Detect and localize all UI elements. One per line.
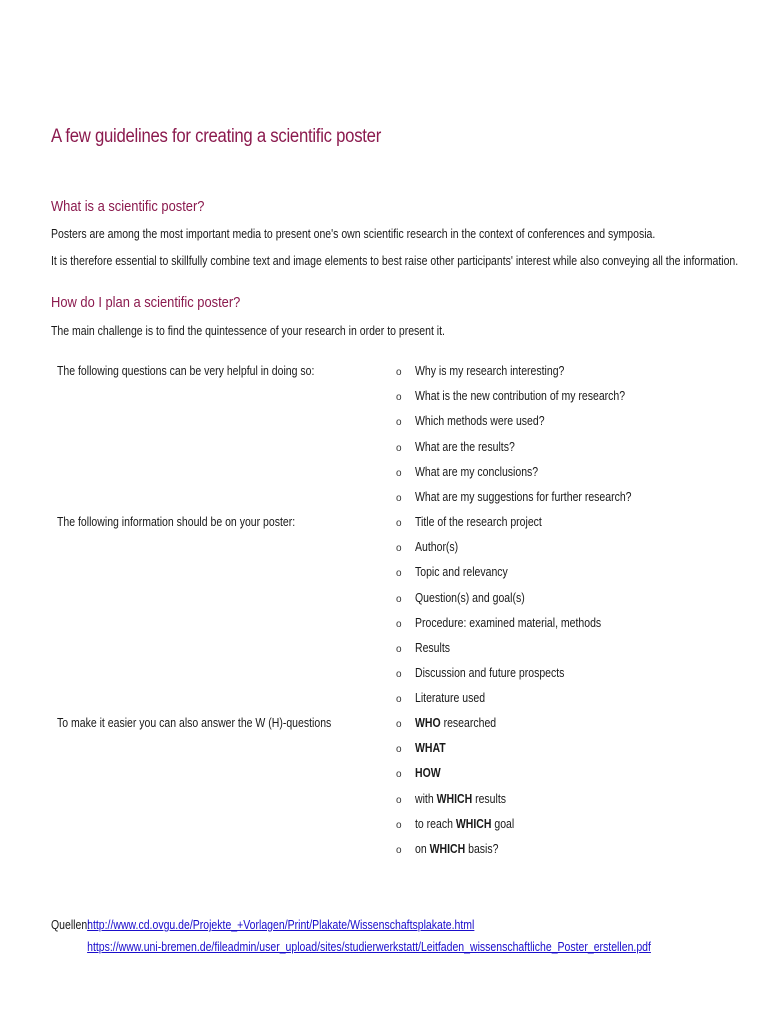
list-item — [396, 641, 637, 666]
list-item-text: Why is my research interesting? — [415, 364, 565, 378]
list-item-text: What is the new contribution of my research? — [415, 389, 626, 404]
bullet-list-questions — [396, 364, 673, 515]
list-item — [396, 490, 673, 515]
list-item-text: Literature used — [415, 691, 486, 706]
sources-block — [51, 918, 765, 962]
list-item-text — [415, 741, 446, 755]
text-post: results — [472, 791, 507, 806]
list-item — [396, 440, 673, 465]
list-item — [396, 741, 533, 766]
list-item-text: What are my conclusions? — [415, 464, 539, 479]
intro-text: The main challenge is to find the quintessence of your research in order to present it. — [51, 324, 445, 338]
bullet-icon: o — [396, 442, 402, 454]
keyword: WHO — [415, 716, 441, 730]
bullet-icon: o — [396, 719, 402, 730]
bullet-icon: o — [396, 593, 402, 605]
source-link-ovgu[interactable]: http://www.cd.ovgu.de/Projekte_+Vorlagen/Print/Plakate/Wissenschaftsplakate.html — [87, 918, 475, 932]
bullet-icon: o — [396, 392, 402, 404]
bullet-icon: o — [396, 568, 402, 580]
section-heading-what-is: What is a scientific poster? — [51, 198, 205, 215]
section-heading-how-to-plan: How do I plan a scientific poster? — [51, 294, 241, 311]
text-pre: with — [415, 791, 437, 806]
text-post: basis? — [465, 841, 499, 856]
bullet-icon: o — [396, 417, 402, 429]
list-item-text: Question(s) and goal(s) — [415, 590, 525, 605]
list-item — [396, 716, 533, 741]
list-item — [396, 766, 533, 791]
sources-label: Quellen: — [51, 918, 91, 932]
document-title: A few guidelines for creating a scientific poster — [51, 126, 382, 147]
bullet-icon: o — [396, 769, 402, 781]
list-item-text: Author(s) — [415, 540, 459, 555]
paragraph-line: It is therefore essential to skillfully combine text and image elements to best raise other participants' interest while also conveying all the information. — [51, 254, 739, 268]
keyword: WHICH — [436, 791, 473, 806]
text-pre: on — [415, 841, 430, 856]
bullet-icon: o — [396, 618, 402, 630]
list-item-text — [415, 817, 514, 831]
list-item-text: What are my suggestions for further research? — [415, 489, 632, 504]
list-item-text: Discussion and future prospects — [415, 666, 565, 681]
keyword: WHICH — [429, 841, 466, 856]
list-item — [396, 817, 533, 842]
bullet-list-w-questions — [396, 716, 533, 867]
group-label-questions: The following questions can be very helpful in doing so: — [57, 364, 315, 378]
list-item — [396, 414, 673, 439]
list-item-text: Procedure: examined material, methods — [415, 615, 602, 630]
list-item — [396, 565, 637, 590]
keyword: WHAT — [415, 741, 446, 756]
bullet-icon: o — [396, 669, 402, 681]
list-item-text: Which methods were used? — [415, 414, 545, 429]
list-item — [396, 591, 637, 616]
list-item — [396, 792, 533, 817]
list-item-text — [415, 792, 506, 806]
list-item — [396, 540, 637, 565]
list-item — [396, 465, 673, 490]
bullet-icon: o — [396, 844, 402, 856]
paragraph-line: Posters are among the most important media to present one's own scientific research in the context of conferences and symposia. — [51, 227, 656, 241]
list-item-text: What are the results? — [415, 439, 515, 454]
source-link-uni-bremen[interactable]: https://www.uni-bremen.de/fileadmin/user_upload/sites/studierwerkstatt/Leitfaden_wissenschaftliche_Poster_erstellen.pdf — [87, 940, 651, 954]
text-post: goal — [491, 816, 515, 831]
sources-row — [51, 940, 651, 962]
list-item — [396, 389, 673, 414]
bullet-icon: o — [396, 467, 402, 479]
bullet-list-poster-content — [396, 515, 637, 717]
bullet-icon: o — [396, 694, 402, 706]
keyword: WHICH — [455, 816, 492, 831]
list-item-text: Results — [415, 640, 451, 655]
list-item — [396, 666, 637, 691]
list-item — [396, 616, 637, 641]
bullet-icon: o — [396, 744, 402, 756]
text-pre: to reach — [415, 816, 456, 831]
list-item-text — [415, 766, 441, 780]
group-label-w-questions: To make it easier you can also answer the W (H)-questions — [57, 716, 332, 730]
group-label-poster-content: The following information should be on your poster: — [57, 515, 296, 529]
bullet-icon: o — [396, 543, 402, 555]
list-item — [396, 364, 673, 389]
bullet-icon: o — [396, 518, 402, 529]
list-item-text — [415, 716, 496, 730]
bullet-icon: o — [396, 643, 402, 655]
list-item — [396, 691, 637, 716]
bullet-icon: o — [396, 367, 402, 378]
bullet-icon: o — [396, 819, 402, 831]
sources-row — [51, 918, 651, 940]
bullet-icon: o — [396, 794, 402, 806]
list-item — [396, 842, 533, 867]
bullet-icon: o — [396, 492, 402, 504]
keyword: HOW — [415, 766, 441, 781]
list-item-text: Topic and relevancy — [415, 565, 508, 580]
list-item-text — [415, 842, 498, 856]
list-item-text: Title of the research project — [415, 515, 542, 529]
text-post: researched — [440, 716, 497, 730]
list-item — [396, 515, 637, 540]
